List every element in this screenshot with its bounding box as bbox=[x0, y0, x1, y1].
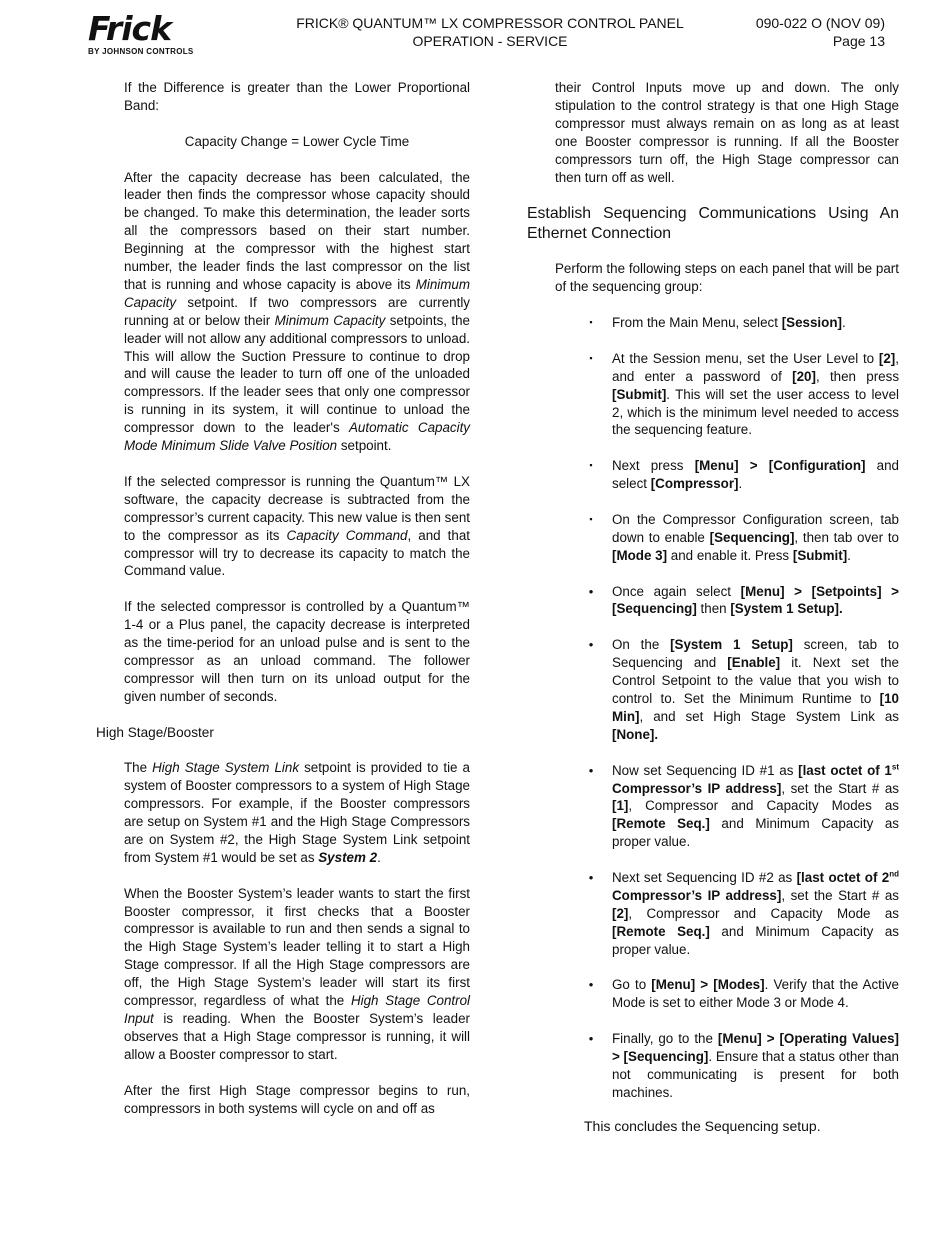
square-bullet-icon: ▪ bbox=[589, 513, 593, 524]
round-bullet-icon: • bbox=[588, 583, 594, 599]
steps-list bbox=[555, 314, 899, 1102]
list-item: • Go to [Menu] > [Modes]. Verify that the Active Mode is set to either Mode 3 or Mode 4. bbox=[555, 976, 899, 1012]
section-heading: Establish Sequencing Communications Using An Ethernet Connection bbox=[527, 205, 899, 243]
list-item: ▪ On the Compressor Configuration screen, tab down to enable [Sequencing], then tab over to [Mode 3] and enable it. Press [Submit]. bbox=[555, 511, 899, 565]
list-item: ▪ At the Session menu, set the User Level to [2], and enter a password of [20], then press [Submit]. This will set the user access to level 2, which is the minimum level needed to access the sequencing feature. bbox=[555, 350, 899, 440]
round-bullet-icon: • bbox=[588, 1031, 594, 1047]
square-bullet-icon: ▪ bbox=[589, 352, 593, 363]
subsection-heading: High Stage/Booster bbox=[96, 724, 214, 740]
paragraph: If the selected compressor is running the Quantum™ LX software, the capacity decrease is subtracted from the compressor’s current capacity. This new value is then sent to the compressor as its Capacity Command, and that compressor will try to decrease its capacity to match the Command value. bbox=[124, 473, 470, 579]
frick-logo bbox=[88, 9, 198, 62]
formula: Capacity Change = Lower Cycle Time bbox=[184, 133, 410, 149]
list-item: • Next set Sequencing ID #2 as [last octet of 2nd Compressor’s IP address], set the Start # as [2], Compressor and Capacity Mode as [Remote Seq.] and Minimum Capacity as proper value. bbox=[555, 869, 899, 959]
paragraph: If the selected compressor is controlled by a Quantum™ 1-4 or a Plus panel, the capacity decrease is interpreted as the time-period for an unload pulse and is sent to the compressor as an unload command. The follower compressor will then turn on its unload output for the given number of seconds. bbox=[124, 599, 470, 704]
square-bullet-icon: ▪ bbox=[589, 460, 593, 471]
logo-tagline: BY JOHNSON CONTROLS bbox=[88, 47, 194, 56]
list-item: • Finally, go to the [Menu] > [Operating Values] > [Sequencing]. Ensure that a status other than not communicating is present for both machines. bbox=[555, 1030, 899, 1102]
round-bullet-icon: • bbox=[588, 762, 594, 778]
paragraph: After the first High Stage compressor begins to run, compressors in both systems will cycle on and off as bbox=[124, 1082, 470, 1116]
title-line-1: FRICK® QUANTUM™ LX COMPRESSOR CONTROL PANEL bbox=[296, 15, 684, 31]
paragraph: The High Stage System Link setpoint is provided to tie a system of Booster compressors to a system of High Stage compressors. For example, if the Booster compressors are setup on System #1 and the High Stage Compressors are on System #2, the High Stage System Link setpoint from System #1 would be set as System 2. bbox=[124, 760, 470, 865]
round-bullet-icon: • bbox=[588, 870, 594, 886]
paragraph: After the capacity decrease has been calculated, the leader then finds the compressor whose capacity should be changed. To make this determination, the leader sorts all the compressors based on their start number. Beginning at the compressor with the highest start number, the leader finds the last compressor on the list that is running and whose capacity is above its Minimum Capacity setpoint. If two compressors are currently running at or below their Minimum Capacity setpoints, the leader will not allow any additional compressors to unload. This will allow the Suction Pressure to continue to drop and will cause the leader to turn off one of the unloaded compressors. If the leader sees that only one compressor is running in its system, it will continue to unload the compressor down to the leader's Automatic Capacity Mode Minimum Slide Valve Position setpoint. bbox=[124, 169, 470, 454]
right-column bbox=[527, 79, 900, 1136]
title-line-2: OPERATION - SERVICE bbox=[412, 33, 568, 49]
document-title bbox=[290, 14, 690, 50]
round-bullet-icon: • bbox=[588, 637, 594, 653]
list-item: • Now set Sequencing ID #1 as [last octet of 1st Compressor’s IP address], set the Start # as [1], Compressor and Capacity Modes as [Remote Seq.] and Minimum Capacity as proper value. bbox=[555, 762, 899, 852]
page-number: Page 13 bbox=[832, 33, 885, 49]
left-column bbox=[96, 79, 471, 1135]
paragraph: If the Difference is greater than the Lower Proportional Band: bbox=[124, 80, 470, 113]
document-number: 090-022 O (NOV 09) bbox=[755, 15, 885, 31]
paragraph: When the Booster System’s leader wants to start the first Booster compressor, it first checks that a Booster compressor is available to run and then sends a signal to the High Stage System’s leader telling it to start a High Stage compressor. If all the High Stage compressors are off, the High Stage System’s leader will start its first compressor, regardless of what the High Stage Control Input is reading. When the Booster System’s leader observes that a High Stage compressor is running, it will allow a Booster compressor to start. bbox=[124, 885, 471, 1062]
conclusion-text: This concludes the Sequencing setup. bbox=[584, 1117, 821, 1134]
document-info bbox=[700, 14, 885, 50]
list-item: ▪ From the Main Menu, select [Session]. bbox=[555, 314, 899, 332]
logo-wordmark: Frick bbox=[88, 9, 172, 48]
list-item: ▪ Next press [Menu] > [Configuration] and select [Compressor]. bbox=[555, 457, 899, 493]
paragraph: their Control Inputs move up and down. The only stipulation to the control strategy is that one High Stage compressor must always remain on as long as at least one Booster compressor is running. If all the Booster compressors turn off, the High Stage compressor can then turn off as well. bbox=[555, 80, 899, 185]
list-item: • Once again select [Menu] > [Setpoints] > [Sequencing] then [System 1 Setup]. bbox=[555, 583, 899, 619]
round-bullet-icon: • bbox=[588, 977, 594, 993]
square-bullet-icon: ▪ bbox=[589, 317, 593, 328]
paragraph: Perform the following steps on each panel that will be part of the sequencing group: bbox=[555, 261, 899, 295]
list-item: • On the [System 1 Setup] screen, tab to Sequencing and [Enable] it. Next set the Control Setpoint to the value that you wish to control to. Set the Minimum Runtime to [10 Min], and set High Stage System Link as [None]. bbox=[555, 636, 899, 743]
